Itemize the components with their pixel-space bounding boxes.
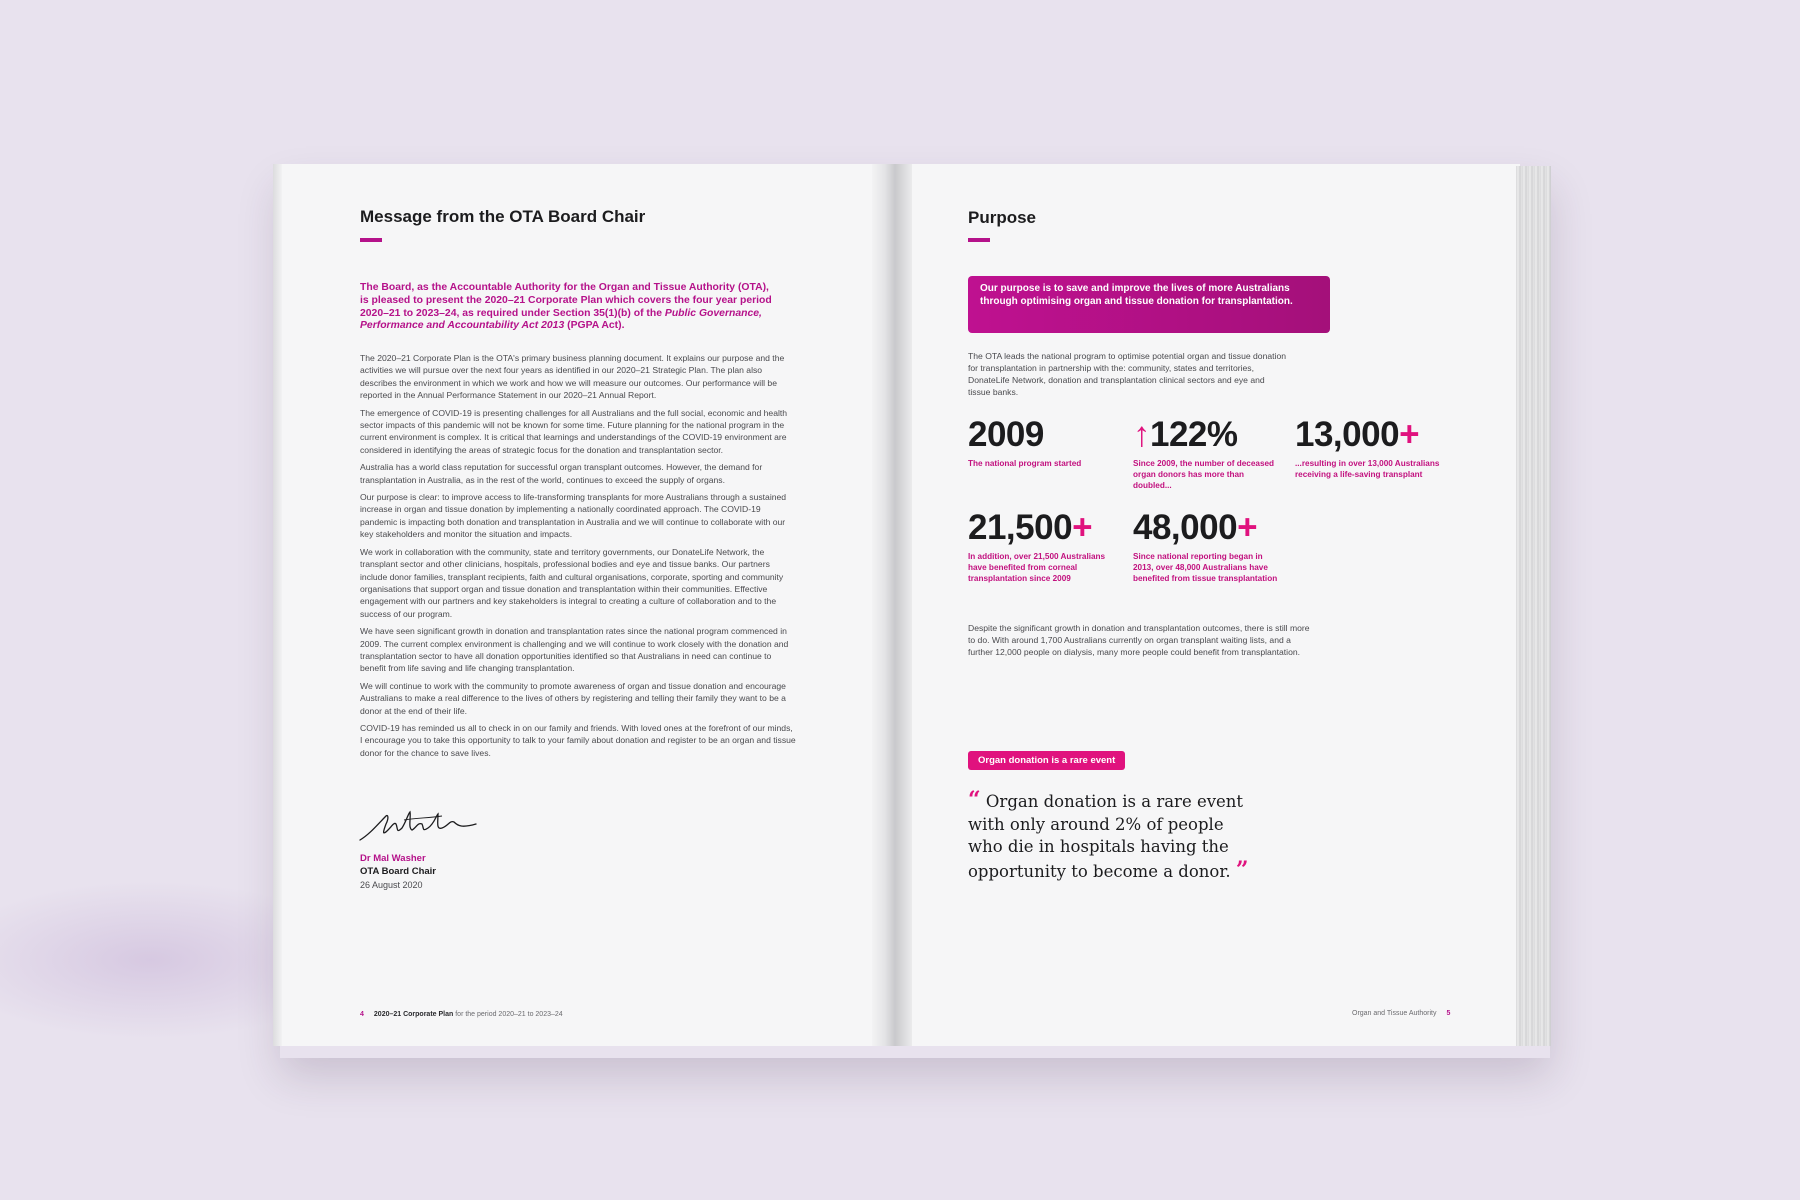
stat-number: 122%: [1150, 415, 1238, 454]
body-paragraph: Our purpose is clear: to improve access to life-transforming transplants for more Australians through a sustained increase in organ and tissue donation by implementing a nationally coordinated approach. The COVID-19 pandemic is impacting both donation and transplantation in Australia and we will continue to collaborate with our key stakeholders and monitor the situation and impacts.: [360, 492, 787, 540]
stat-corneal: [968, 508, 1120, 584]
left-heading-rule: [360, 238, 382, 242]
left-page-edge: [273, 164, 282, 1046]
left-page-number: 4: [360, 1011, 364, 1018]
stat-program-start: [968, 415, 1118, 470]
body-paragraph: COVID-19 has reminded us all to check in on our family and friends. With loved ones at the forefront of our minds, I encourage you to take this opportunity to talk to your family about donation and register to be an organ and tissue donor for the chance to save lives.: [360, 722, 796, 758]
purpose-statement-banner: Our purpose is to save and improve the lives of more Australians through optimising organ and tissue donation for transplantation.: [968, 276, 1330, 333]
right-page-heading: Purpose: [968, 208, 1037, 227]
stat-value: [968, 508, 1120, 548]
intro-paragraph: [360, 282, 780, 333]
body-paragraph: We work in collaboration with the community, state and territory governments, our DonateLife Network, the transplant sector and other clinicians, hospitals, professional bodies and eye and tissue banks. Our partners include donor families, transplant recipients, faith and cultural organisations, corporate, sporting and community organisations that support organ and tissue donation and transplantation within their communities. Effective engagement with our partners and key stakeholders is integral to creating a culture of collaboration and to the success of our program.: [360, 546, 784, 619]
arrow-up-icon: ↑: [1133, 415, 1150, 454]
stat-caption: In addition, over 21,500 Australians have benefited from corneal transplantation since 2009: [968, 552, 1106, 583]
right-page-footer: [1352, 1010, 1450, 1017]
open-quote-icon: “: [968, 787, 981, 813]
stat-number: 2009: [968, 415, 1044, 454]
footer-doc-period: for the period 2020–21 to 2023–24: [455, 1011, 563, 1018]
book-gutter: [872, 164, 914, 1046]
body-paragraph: We have seen significant growth in donation and transplantation rates since the national program commenced in 2009. The current complex environment is challenging and we will continue to work closely with the donation and transplantation sector to have all donation opportunities identified so that Australians in need can continue to benefit from life saving and life changing transplantation.: [360, 626, 789, 674]
pull-quote: [968, 789, 1258, 883]
act-name: Public Governance, Performance and Accountability Act 2013: [360, 307, 762, 332]
stat-donor-growth: [1133, 415, 1283, 491]
stat-transplant-recipients: [1295, 415, 1460, 481]
right-heading-rule: [968, 238, 990, 242]
body-paragraph: The emergence of COVID-19 is presenting challenges for all Australians and the full social, economic and health sector impacts of this pandemic will not be known for some time. Future planning for the national program in the current environment is complex. It is critical that learnings and understandings of the COVID-19 environment are considered in identifying the areas of strategic focus for the donation and transplantation sector.: [360, 407, 788, 455]
body-paragraph: The 2020–21 Corporate Plan is the OTA's primary business planning document. It explains our purpose and the activities we will pursue over the next four years as identified in our 2020–21 Strategic Plan. The plan also describes the environment in which we work and how we will measure our outcomes. Our performance will be reported in the Annual Performance Statement in our 2020–21 Annual Report.: [360, 353, 785, 401]
footer-org: Organ and Tissue Authority: [1352, 1010, 1437, 1017]
stat-caption: The national program started: [968, 459, 1082, 468]
stat-value: [1295, 415, 1460, 455]
signer-role: OTA Board Chair: [360, 866, 437, 877]
close-quote-icon: ”: [1235, 856, 1249, 883]
stat-value: [968, 415, 1118, 455]
stat-tissue: [1133, 508, 1283, 584]
signer-name: Dr Mal Washer: [360, 853, 426, 864]
intro-text: The Board, as the Accountable Authority for the Organ and Tissue Authority (OTA), is pleased to present the 2020–21 Corporate Plan which covers the four year period 2020–21 to 2023–24, as required under Section 35(1)(b) of the: [360, 282, 772, 319]
body-paragraph: We will continue to work with the community to promote awareness of organ and tissue donation and encourage Australians to make a real difference to the lives of others by registering and telling their family they want to be a donor at the end of their life.: [360, 680, 786, 716]
purpose-body: The OTA leads the national program to optimise potential organ and tissue donation for transplantation in partnership with the: community, states and territories, DonateLife Network, donation and transplantation clinical sectors and eye and tissue banks.: [968, 351, 1287, 397]
body-paragraph: Australia has a world class reputation for successful organ transplant outcomes. However, the demand for transplantation in Australia, as in the rest of the world, continues to exceed the supply of organs.: [360, 462, 763, 485]
stat-number: 48,000: [1133, 508, 1238, 547]
chair-message-body: [360, 352, 796, 764]
stat-number: 21,500: [968, 508, 1073, 547]
right-page-number: 5: [1446, 1010, 1451, 1017]
page-stack-edge: [1516, 166, 1551, 1046]
left-page-heading: Message from the OTA Board Chair: [360, 207, 646, 226]
footer-doc-title: 2020–21 Corporate Plan: [373, 1011, 454, 1018]
stat-caption: ...resulting in over 13,000 Australians receiving a life-saving transplant: [1295, 459, 1440, 479]
plus-suffix: +: [1072, 508, 1093, 547]
plus-suffix: +: [1399, 415, 1420, 454]
stat-caption: Since 2009, the number of deceased organ donors has more than doubled...: [1133, 459, 1275, 490]
closing-paragraph: Despite the significant growth in donation and transplantation outcomes, there is still more to do. With around 1,700 Australians currently on organ transplant waiting lists, and a further 12,000 people on dialysis, many more people could benefit from transplantation.: [968, 623, 1310, 657]
plus-suffix: +: [1237, 508, 1258, 547]
stat-number: 13,000: [1295, 415, 1400, 454]
sign-date: 26 August 2020: [360, 880, 423, 890]
stat-value: [1133, 508, 1283, 548]
signature-image: [358, 806, 478, 846]
stat-caption: Since national reporting began in 2013, over 48,000 Australians have benefited from tissue transplantation: [1133, 552, 1278, 583]
act-suffix: (PGPA Act).: [564, 320, 625, 332]
quote-tag: Organ donation is a rare event: [968, 751, 1125, 770]
left-page-footer: [360, 1011, 563, 1018]
quote-text: Organ donation is a rare event with only around 2% of people who die in hospitals having the opportunity to become a donor.: [968, 792, 1244, 881]
stat-value: [1133, 415, 1283, 455]
